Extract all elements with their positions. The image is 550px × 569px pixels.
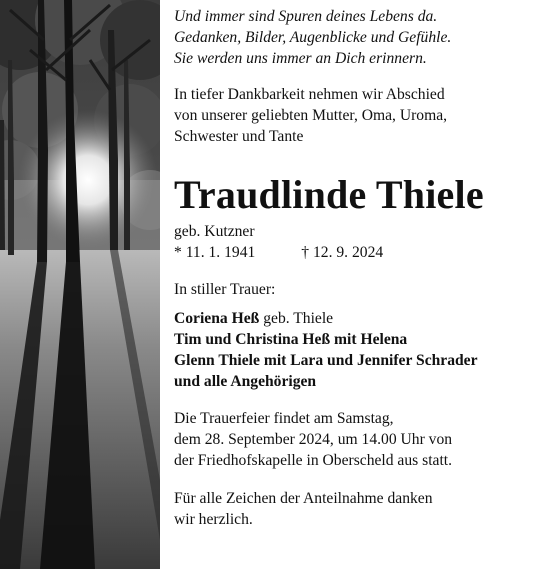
mourners-list	[174, 308, 544, 392]
mourning-heading: In stiller Trauer:	[174, 281, 276, 298]
thanks-line: wir herzlich.	[174, 511, 253, 528]
mourner-line: Glenn Thiele mit Lara und Jennifer Schrader	[174, 352, 478, 369]
mourner-name: Coriena Heß	[174, 310, 260, 327]
birth-name: geb. Kutzner	[174, 223, 255, 240]
birth-date: * 11. 1. 1941	[174, 244, 256, 261]
intro-line: In tiefer Dankbarkeit nehmen wir Abschied	[174, 86, 445, 103]
funeral-info	[174, 408, 544, 471]
funeral-line: dem 28. September 2024, um 14.00 Uhr von	[174, 431, 453, 448]
trees-sunlight-image	[0, 0, 160, 569]
intro-line: Schwester und Tante	[174, 128, 304, 145]
notice-text	[174, 6, 544, 530]
mourner-line: Tim und Christina Heß mit Helena	[174, 331, 408, 348]
memorial-quote	[174, 6, 544, 69]
mourner-maiden-name: geb. Thiele	[259, 310, 334, 327]
mourner-line: und alle Angehörigen	[174, 373, 317, 390]
funeral-line: der Friedhofskapelle in Oberscheld aus statt.	[174, 452, 453, 469]
farewell-intro	[174, 84, 544, 147]
quote-line: Gedanken, Bilder, Augenblicke und Gefühle.	[174, 29, 452, 46]
quote-line: Und immer sind Spuren deines Lebens da.	[174, 8, 438, 25]
quote-line: Sie werden uns immer an Dich erinnern.	[174, 50, 427, 67]
mourner-line	[174, 308, 544, 329]
intro-line: von unserer geliebten Mutter, Oma, Uroma,	[174, 107, 448, 124]
deceased-name: Traudlinde Thiele	[174, 172, 484, 217]
thanks-note	[174, 488, 544, 530]
death-date: † 12. 9. 2024	[301, 244, 384, 261]
funeral-line: Die Trauerfeier findet am Samstag,	[174, 410, 394, 427]
thanks-line: Für alle Zeichen der Anteilnahme danken	[174, 490, 433, 507]
life-dates	[174, 242, 544, 263]
trees-photo	[0, 0, 160, 569]
